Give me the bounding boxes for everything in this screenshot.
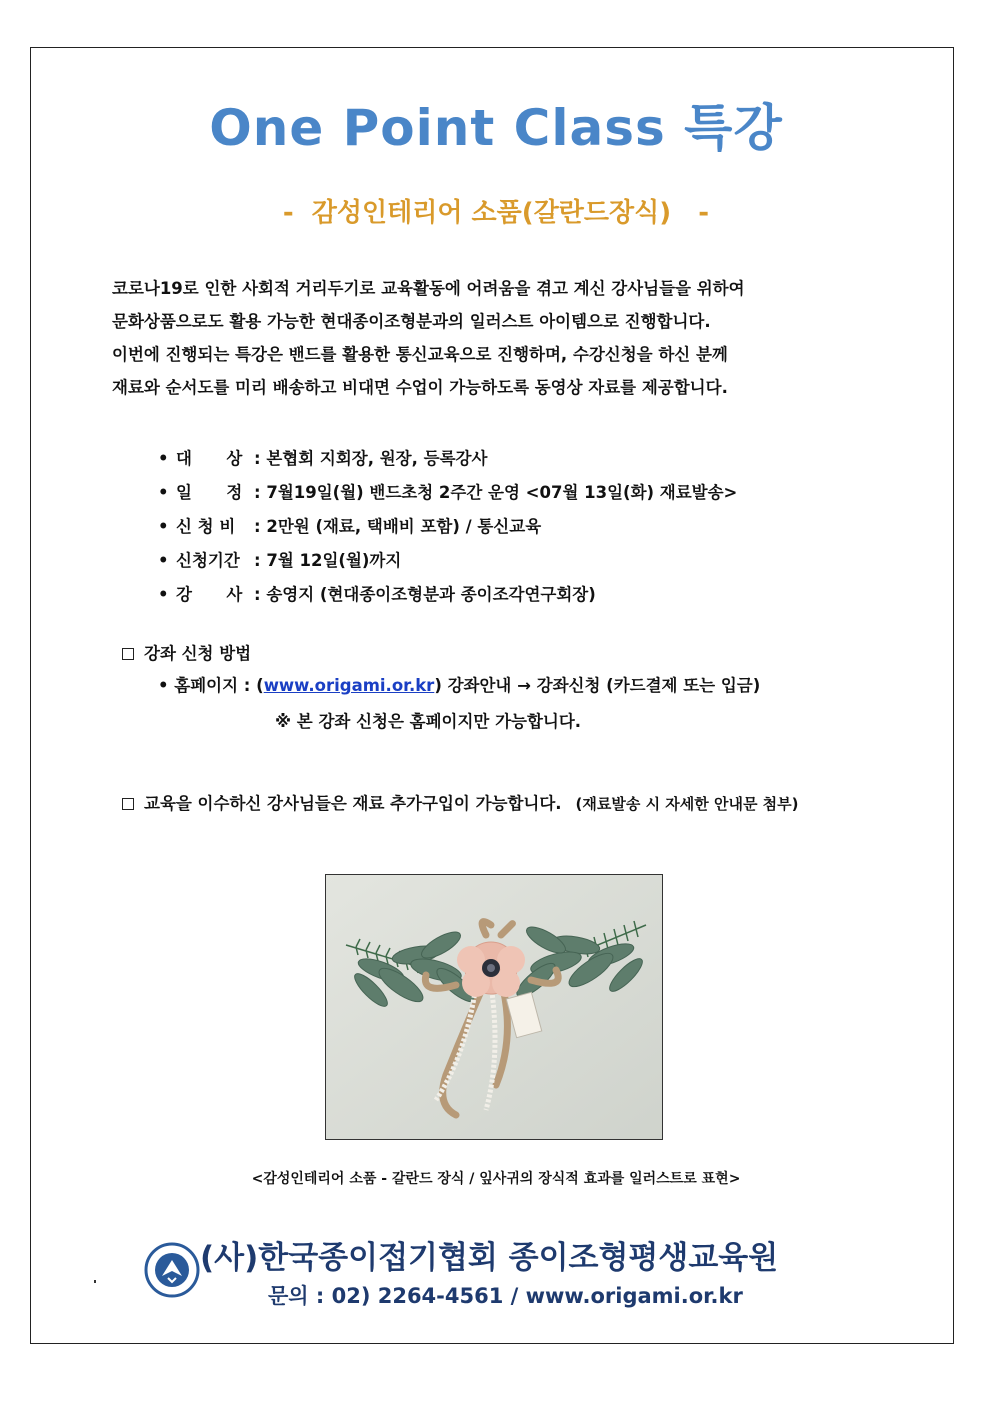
extra-small-note: (재료발송 시 자세한 안내문 첨부) — [575, 795, 799, 813]
detail-value: : 송영지 (현대종이조형분과 종이조각연구회장) — [254, 585, 596, 604]
detail-row-period — [158, 544, 737, 578]
crane-seal-icon — [144, 1242, 200, 1298]
detail-value: : 본협회 지회장, 원장, 등록강사 — [254, 449, 488, 468]
apply-note: ※ 본 강좌 신청은 홈페이지만 가능합니다. — [275, 712, 582, 731]
detail-value: : 2만원 (재료, 택배비 포함) / 통신교육 — [254, 517, 542, 536]
homepage-prefix: • 홈페이지 : ( — [158, 676, 264, 695]
page-title: One Point Class 특강 — [209, 99, 783, 157]
detail-label: 신 청 비 — [176, 517, 236, 536]
detail-value: : 7월 12일(월)까지 — [254, 551, 402, 570]
association-logo — [144, 1242, 200, 1298]
garland-photo — [325, 874, 663, 1140]
apply-heading-text: 강좌 신청 방법 — [144, 644, 252, 663]
detail-row-instructor — [158, 578, 737, 612]
checkbox-square-icon — [122, 798, 134, 810]
bullet: • — [158, 483, 169, 502]
detail-row-fee — [158, 510, 737, 544]
detail-label: 강 사 — [176, 585, 243, 604]
intro-paragraph — [112, 272, 902, 404]
detail-label: 신청기간 — [176, 551, 240, 570]
intro-line: 문화상품으로도 활용 가능한 현대종이조형분과의 일러스트 아이템으로 진행합니다. — [112, 312, 711, 331]
page-subtitle: - 감성인테리어 소품(갈란드장식) - — [282, 198, 710, 228]
organization-name: (사)한국종이접기협회 종이조형평생교육원 — [200, 1240, 779, 1276]
apply-method-heading — [122, 640, 251, 664]
bullet: • — [158, 517, 169, 536]
detail-label: 일 정 — [176, 483, 243, 502]
detail-value: : 7월19일(월) 밴드초청 2주간 운영 <07월 13일(화) 재료발송> — [254, 483, 738, 502]
apply-homepage-row — [158, 672, 760, 696]
detail-label: 대 상 — [176, 449, 243, 468]
bullet: • — [158, 449, 169, 468]
contact-info: 문의 : 02) 2264-4561 / www.origami.or.kr — [268, 1284, 743, 1308]
intro-line: 재료와 순서도를 미리 배송하고 비대면 수업이 가능하도록 동영상 자료를 제공합니다. — [112, 378, 728, 397]
stray-mark — [94, 1280, 96, 1283]
extra-purchase-notice — [122, 790, 799, 814]
bullet: • — [158, 551, 169, 570]
intro-line: 코로나19로 인한 사회적 거리두기로 교육활동에 어려움을 겪고 계신 강사님들을 위하여 — [112, 279, 745, 298]
extra-text: 교육을 이수하신 강사님들은 재료 추가구입이 가능합니다. — [144, 794, 562, 813]
bullet: • — [158, 585, 169, 604]
garland-illustration — [326, 875, 663, 1140]
homepage-suffix: ) 강좌안내 → 강좌신청 (카드결제 또는 입금) — [434, 676, 761, 695]
detail-row-schedule — [158, 476, 737, 510]
photo-caption: <감성인테리어 소품 - 갈란드 장식 / 잎사귀의 장식적 효과를 일러스트로 표현> — [251, 1171, 741, 1187]
intro-line: 이번에 진행되는 특강은 밴드를 활용한 통신교육으로 진행하며, 수강신청을 하신 분께 — [112, 345, 728, 364]
detail-row-target — [158, 442, 737, 476]
checkbox-square-icon — [122, 648, 134, 660]
class-details-list — [158, 442, 737, 612]
homepage-link[interactable]: www.origami.or.kr — [263, 676, 435, 695]
